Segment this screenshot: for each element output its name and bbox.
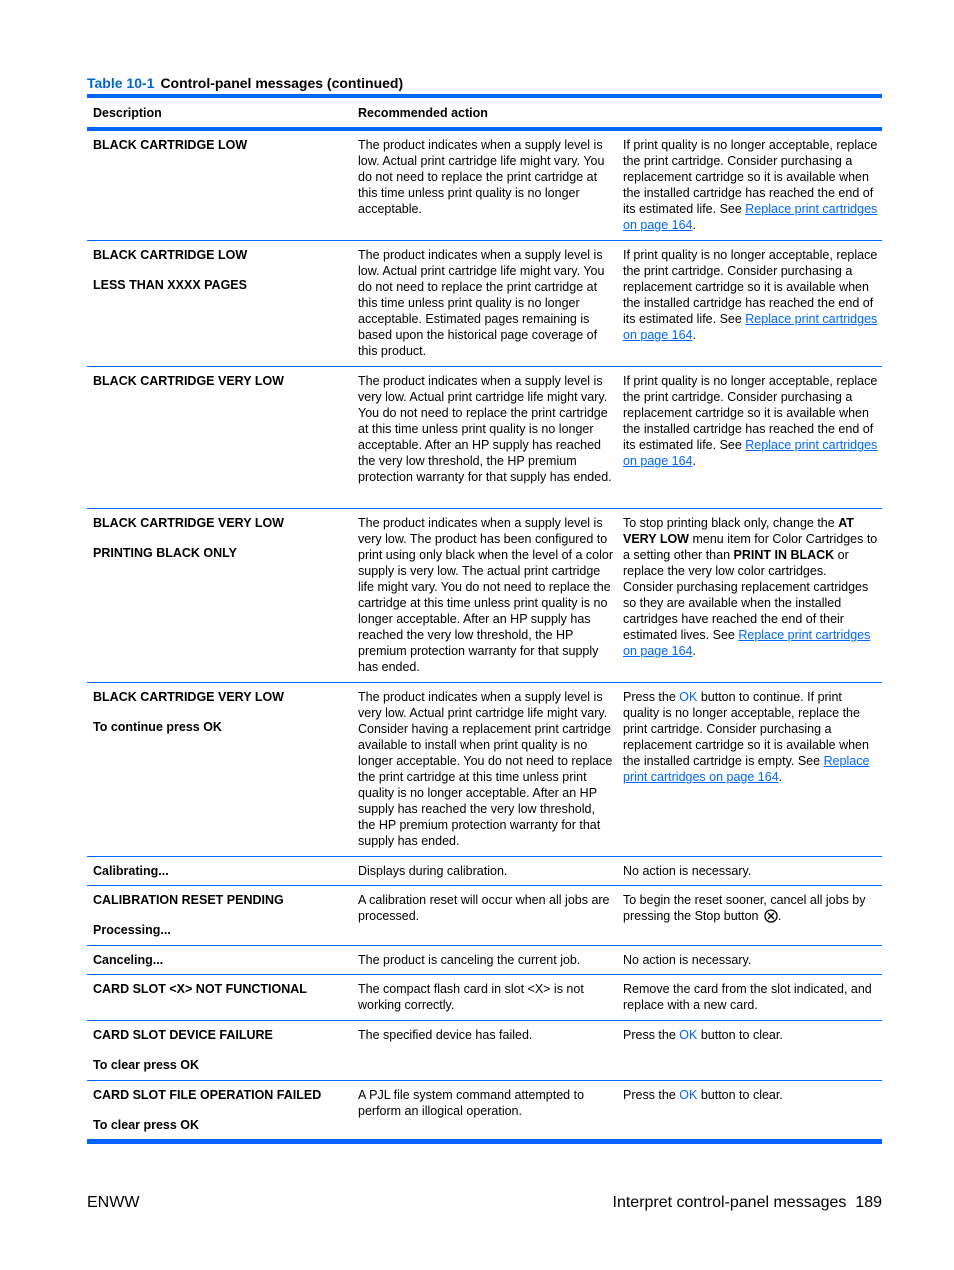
message-subtext: To clear press OK [93,1058,200,1072]
page-number: 189 [855,1194,882,1211]
action-text: Press the [623,1028,680,1042]
description-cell: A calibration reset will occur when all jobs are processed. [358,893,610,923]
action-text-end: . [778,770,783,784]
table-row [87,1021,882,1081]
table-row [87,886,882,946]
description-cell: The compact flash card in slot <X> is not working correctly. [358,982,584,1012]
action-cell: No action is necessary. [623,953,752,967]
table-row [87,131,882,241]
replace-cartridges-link[interactable]: Replace print cartridges on page 164 [623,202,878,232]
action-cell [623,1087,879,1103]
action-text: menu item for Color Cartridges to a setting other than [623,532,878,562]
message-cell [93,137,348,153]
action-text: button to continue. If print quality is no longer acceptable, replace the print cartridge. Consider purchasing a replacement cartridge so it is available when the installed cartridge is empty. See [623,690,869,768]
message-cell [93,247,348,293]
message-text: BLACK CARTRIDGE VERY LOW [93,690,284,704]
table-row [87,367,882,509]
message-text: CARD SLOT FILE OPERATION FAILED [93,1088,322,1102]
message-cell [93,952,348,968]
message-cell [93,689,348,735]
description-cell: Displays during calibration. [358,864,508,878]
action-text-end: . [777,909,782,923]
message-subtext: LESS THAN XXXX PAGES [93,278,247,292]
action-text: Press the [623,1088,680,1102]
action-text: Press the [623,690,680,704]
action-text: or replace the very low color cartridges. Consider purchasing replacement cartridges so they are available when the installed cartridges have reached the end of their estimated lives. See [623,548,869,642]
header-recommended-action: Recommended action [358,106,488,120]
message-cell [93,1087,348,1133]
description-cell: The product indicates when a supply level is very low. Actual print cartridge life might vary. Consider having a replacement print cartridge available to install when print quality is no longer acceptable. You do not need to replace the print cartridge at this time unless print quality is no longer acceptable. After an HP supply has reached the very low threshold, the HP premium protection warranty for that supply has ended. [358,690,613,848]
action-cell [623,137,879,233]
header-description: Description [93,106,162,120]
action-cell [623,1027,879,1043]
action-text-end: . [692,644,696,658]
action-text: If print quality is no longer acceptable, replace the print cartridge. Consider purchasing a replacement cartridge so it is available when the installed cartridge has reached the end of its estimated life. See [623,374,878,452]
action-text-end: . [692,328,696,342]
message-cell [93,863,348,879]
table-caption [87,75,403,92]
message-text: BLACK CARTRIDGE VERY LOW [93,516,284,530]
action-cell [623,247,879,343]
footer-right [613,1193,883,1212]
message-text: BLACK CARTRIDGE LOW [93,138,248,152]
table-row [87,509,882,683]
description-cell: The product is canceling the current job. [358,953,581,967]
message-cell [93,373,348,389]
message-text: CARD SLOT DEVICE FAILURE [93,1028,273,1042]
description-cell: The product indicates when a supply level is very low. Actual print cartridge life might vary. You do not need to replace the print cartridge at this time unless print quality is no longer acceptable. After an HP supply has reached the very low threshold, the HP premium protection warranty for that supply has ended. [358,374,612,484]
description-cell: A PJL file system command attempted to perform an illogical operation. [358,1088,585,1118]
table-header [87,98,882,127]
table-row [87,975,882,1021]
action-cell [623,689,879,785]
action-text: To begin the reset sooner, cancel all jobs by pressing the Stop button [623,893,866,923]
message-subtext: To clear press OK [93,1118,200,1132]
ok-button-label: OK [679,690,698,704]
action-text: If print quality is no longer acceptable, replace the print cartridge. Consider purchasing a replacement cartridge so it is available when the installed cartridge has reached the end of its estimated life. See [623,248,878,326]
action-text: If print quality is no longer acceptable, replace the print cartridge. Consider purchasing a replacement cartridge so it is available when the installed cartridge has reached the end of its estimated life. See [623,138,878,216]
setting-name: PRINT IN BLACK [733,548,835,562]
action-cell: Remove the card from the slot indicated, and replace with a new card. [623,982,872,1012]
action-cell: No action is necessary. [623,864,752,878]
replace-cartridges-link[interactable]: Replace print cartridges on page 164 [623,754,870,784]
table-row [87,241,882,367]
message-subtext: PRINTING BLACK ONLY [93,546,237,560]
message-text: CALIBRATION RESET PENDING [93,893,284,907]
replace-cartridges-link[interactable]: Replace print cartridges on page 164 [623,438,878,468]
table-row [87,1081,882,1139]
table-row [87,857,882,886]
message-cell [93,892,348,938]
description-cell: The product indicates when a supply level is very low. The product has been configured to print using only black when the level of a color supply is very low. The actual print cartridge life might vary. You do not need to replace the cartridge at this time unless print quality is no longer acceptable. After an HP supply has reached the very low threshold, the HP premium protection warranty for that supply has ended. [358,516,614,674]
description-cell: The product indicates when a supply level is low. Actual print cartridge life might vary. You do not need to replace the print cartridge at this time unless print quality is no longer acceptable. [358,138,605,216]
message-subtext: To continue press OK [93,720,222,734]
action-cell [623,373,879,469]
message-text: BLACK CARTRIDGE LOW [93,248,248,262]
message-subtext: Processing... [93,923,171,937]
action-text-end: . [692,218,696,232]
stop-button-icon [764,909,778,923]
action-text-end: button to clear. [697,1028,783,1042]
ok-button-label: OK [679,1028,698,1042]
action-text-end: . [692,454,696,468]
menu-item-name: AT VERY LOW [623,516,854,546]
table-row [87,946,882,975]
message-cell [93,515,348,561]
table-number: Table 10-1 [87,75,155,91]
table-body [87,131,882,1139]
action-cell [623,515,879,659]
footer-section-title: Interpret control-panel messages [612,1194,847,1211]
table-bottom-rule [87,1139,882,1144]
message-text: Calibrating... [93,864,169,878]
message-text: CARD SLOT <X> NOT FUNCTIONAL [93,982,307,996]
replace-cartridges-link[interactable]: Replace print cartridges on page 164 [623,312,878,342]
message-text: Canceling... [93,953,164,967]
message-cell [93,981,348,997]
footer-left: ENWW [87,1194,140,1211]
action-text: To stop printing black only, change the [623,516,839,530]
table-title: Control-panel messages (continued) [160,75,404,91]
description-cell: The product indicates when a supply level is low. Actual print cartridge life might vary. You do not need to replace the print cartridge at this time unless print quality is no longer acceptable. Estimated pages remaining is based upon the historical page coverage of this product. [358,248,605,358]
message-text: BLACK CARTRIDGE VERY LOW [93,374,284,388]
table-row [87,683,882,857]
description-cell: The specified device has failed. [358,1028,533,1042]
action-cell [623,892,879,924]
replace-cartridges-link[interactable]: Replace print cartridges on page 164 [623,628,871,658]
message-cell [93,1027,348,1073]
action-text-end: button to clear. [697,1088,783,1102]
ok-button-label: OK [679,1088,698,1102]
